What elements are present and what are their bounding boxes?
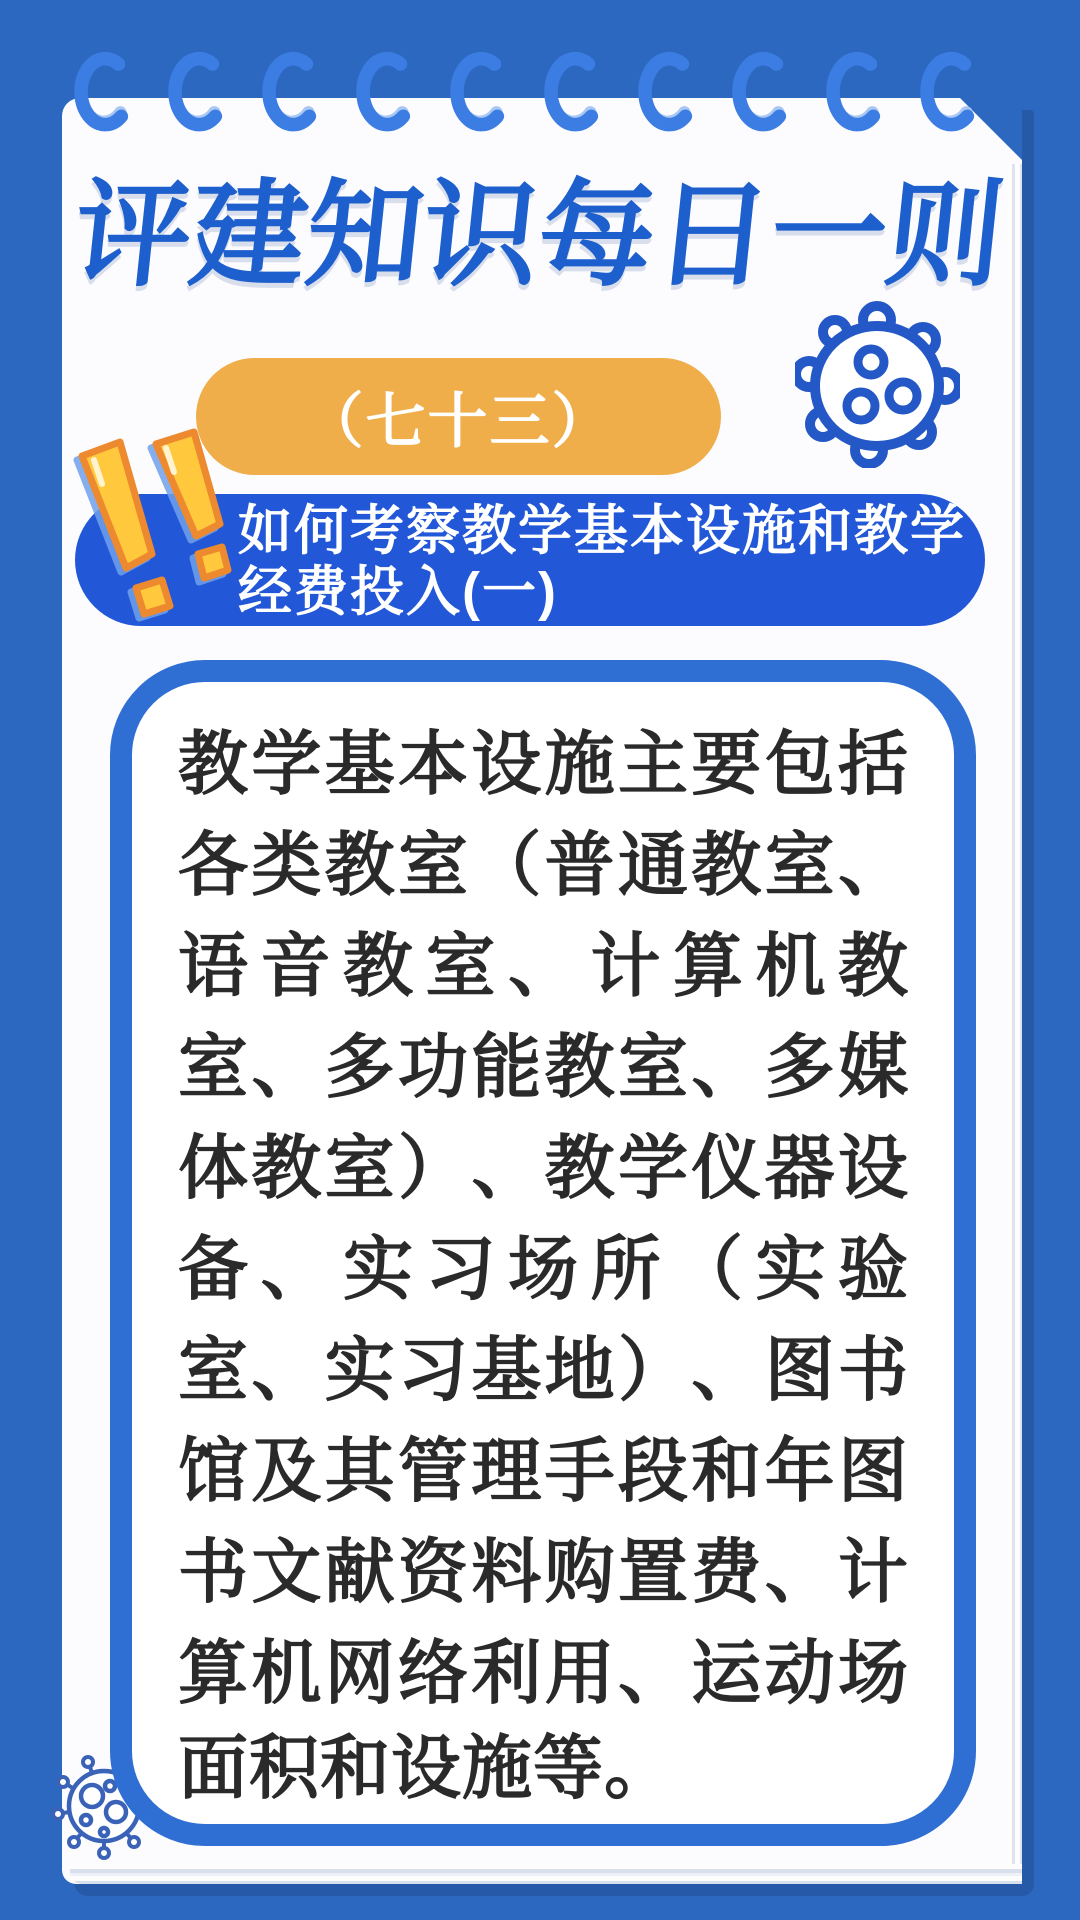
content-lines xyxy=(132,682,954,1819)
spiral-ring-icon xyxy=(68,46,132,144)
topic-banner-line2: 经费投入(一) xyxy=(238,562,558,622)
episode-badge-label: （七十三） xyxy=(303,387,614,455)
content-line: 书 文 献 资 料 购 置 费 、 计 xyxy=(178,1533,908,1611)
content-box xyxy=(110,660,976,1846)
content-line: 备 、 实 习 场 所 （ 实 验 xyxy=(178,1230,908,1308)
content-line: 算 机 网 络 利 用 、 运 动 场 xyxy=(178,1634,908,1712)
spiral-ring-icon xyxy=(632,46,696,144)
content-line: 室 、 多 功 能 教 室 、 多 媒 xyxy=(178,1028,908,1106)
page-title: 评建知识每日一则 xyxy=(68,170,1010,300)
content-line: 教 学 基 本 设 施 主 要 包 括 xyxy=(178,725,908,803)
topic-banner-line1: 如何考察教学基本设施和教学 xyxy=(238,501,966,561)
content-line: 体 教 室 ） 、 教 学 仪 器 设 xyxy=(178,1129,908,1207)
content-line: 各 类 教 室 （ 普 通 教 室 、 xyxy=(178,826,908,904)
spiral-ring-icon xyxy=(914,46,978,144)
content-line: 面积和设施等。 xyxy=(178,1729,675,1807)
spiral-ring-icon xyxy=(162,46,226,144)
page-stack-bottom-edge xyxy=(70,1864,1022,1884)
spiral-binding xyxy=(68,46,978,144)
episode-badge xyxy=(196,358,721,475)
spiral-ring-icon xyxy=(444,46,508,144)
spiral-ring-icon xyxy=(726,46,790,144)
content-line: 语 音 教 室 、 计 算 机 教 xyxy=(178,927,908,1005)
page-stack-right-edge xyxy=(1007,164,1022,1870)
spiral-ring-icon xyxy=(256,46,320,144)
spiral-ring-icon xyxy=(820,46,884,144)
content-line: 馆 及 其 管 理 手 段 和 年 图 xyxy=(178,1432,908,1510)
germ-icon xyxy=(795,300,960,468)
spiral-ring-icon xyxy=(350,46,414,144)
double-exclamation-icon xyxy=(64,426,234,640)
content-line: 室 、 实 习 基 地 ） 、 图 书 xyxy=(178,1331,908,1409)
spiral-ring-icon xyxy=(538,46,602,144)
